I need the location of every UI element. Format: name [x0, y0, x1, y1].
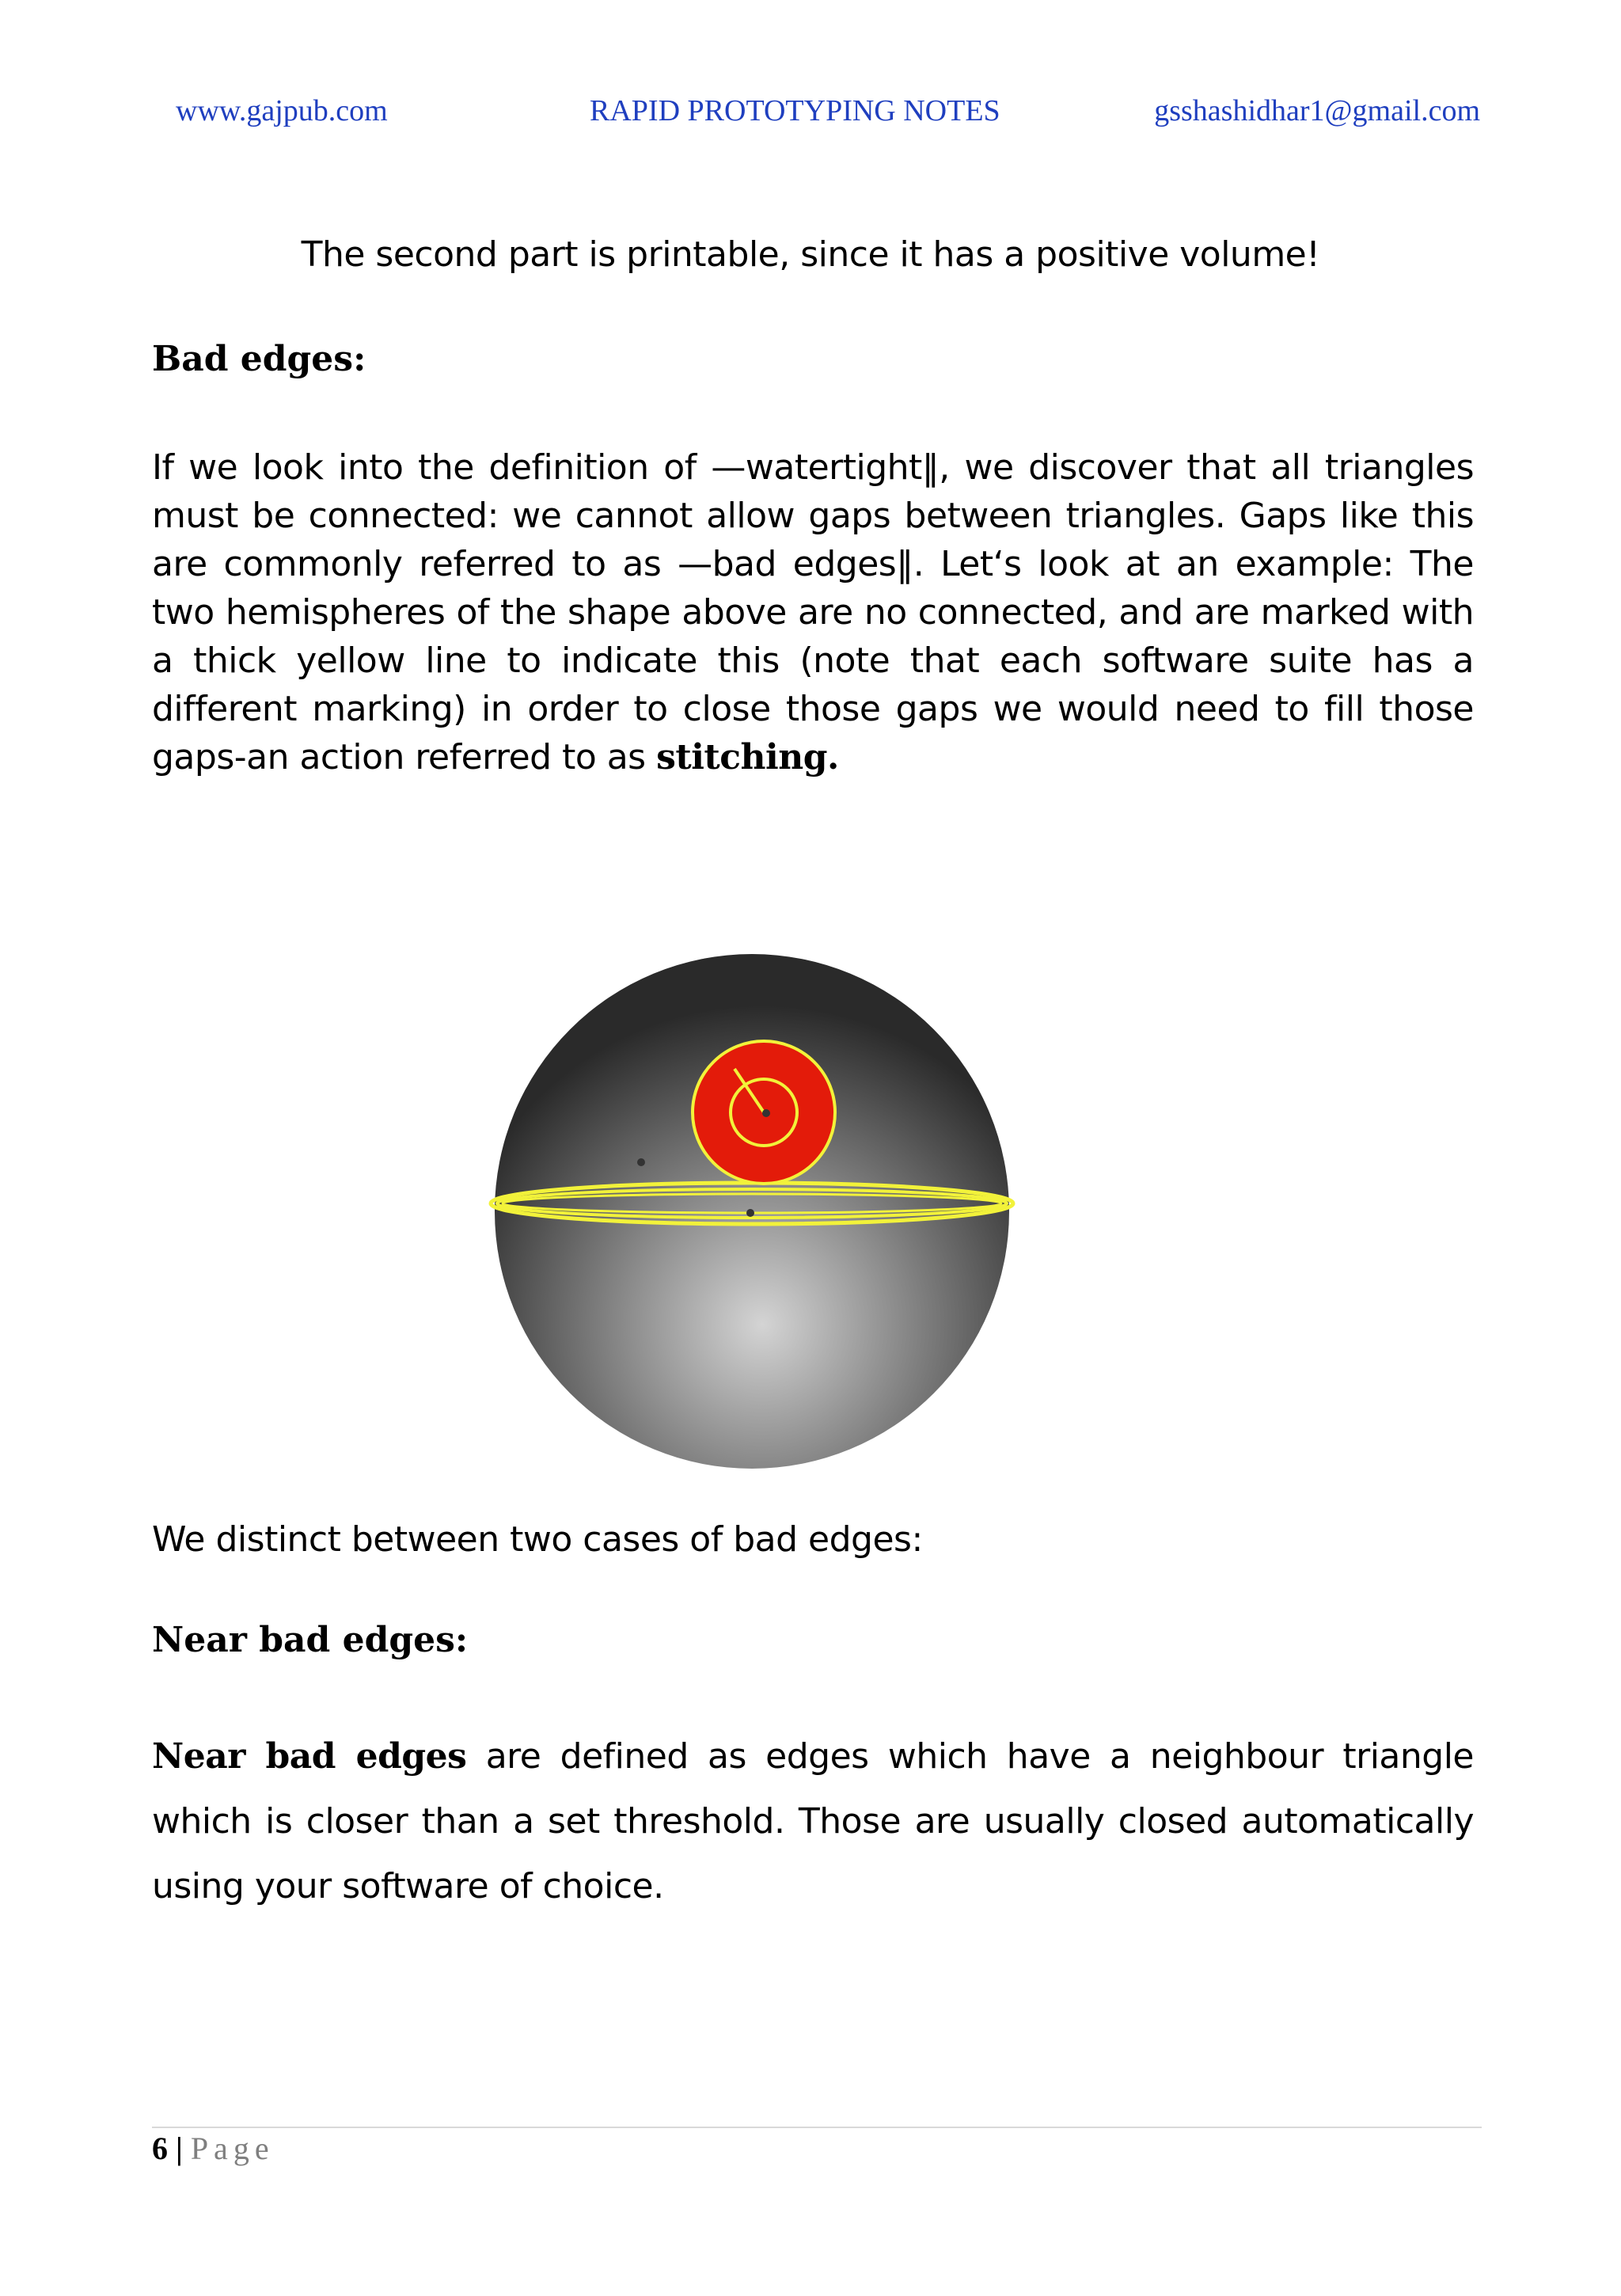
- bad-edges-paragraph-text: If we look into the definition of —watertight‖, we discover that all triangles must be connected: we cannot allow gaps between triangles. Gaps like this are commonly referred to as —bad edges‖. Let‘s look at an example: The two hemispheres of the shape above are no connected, and are marked with a thick yellow line to indicate this (note that each software suite has a different marking) in order to close those gaps we would need to fill those gaps-an action referred to as: [152, 447, 1474, 777]
- vertex-dot-left: [637, 1158, 645, 1166]
- header-website: www.gajpub.com: [176, 94, 388, 127]
- hole-center-dot: [762, 1109, 770, 1117]
- footer-page-number: 6: [152, 2131, 168, 2166]
- stitching-term: stitching.: [656, 737, 839, 777]
- near-bad-edges-paragraph: [152, 1724, 1474, 1919]
- page-footer: [152, 2130, 275, 2167]
- header-title: RAPID PROTOTYPING NOTES: [590, 94, 1000, 127]
- bad-edges-paragraph: [152, 443, 1474, 781]
- intro-line: The second part is printable, since it has a positive volume!: [301, 234, 1320, 275]
- near-bad-edges-heading: Near bad edges:: [152, 1620, 469, 1660]
- bad-edges-heading: Bad edges:: [152, 339, 366, 379]
- near-bad-edges-paragraph-text: are defined as edges which have a neighbour triangle which is closer than a set threshold. Those are usually closed automatically using your software of choice.: [152, 1736, 1475, 1906]
- vertex-dot-center: [746, 1209, 754, 1217]
- footer-page-label: Page: [190, 2131, 275, 2166]
- hole-marking: [693, 1041, 835, 1184]
- footer-rule: [152, 2127, 1482, 2128]
- sphere-figure: [483, 942, 1021, 1481]
- near-bad-edges-term: Near bad edges: [152, 1736, 467, 1777]
- page-header: [0, 93, 1621, 141]
- footer-separator: |: [168, 2131, 191, 2166]
- header-email: gsshashidhar1@gmail.com: [1154, 94, 1480, 127]
- cases-line: We distinct between two cases of bad edges:: [152, 1519, 923, 1560]
